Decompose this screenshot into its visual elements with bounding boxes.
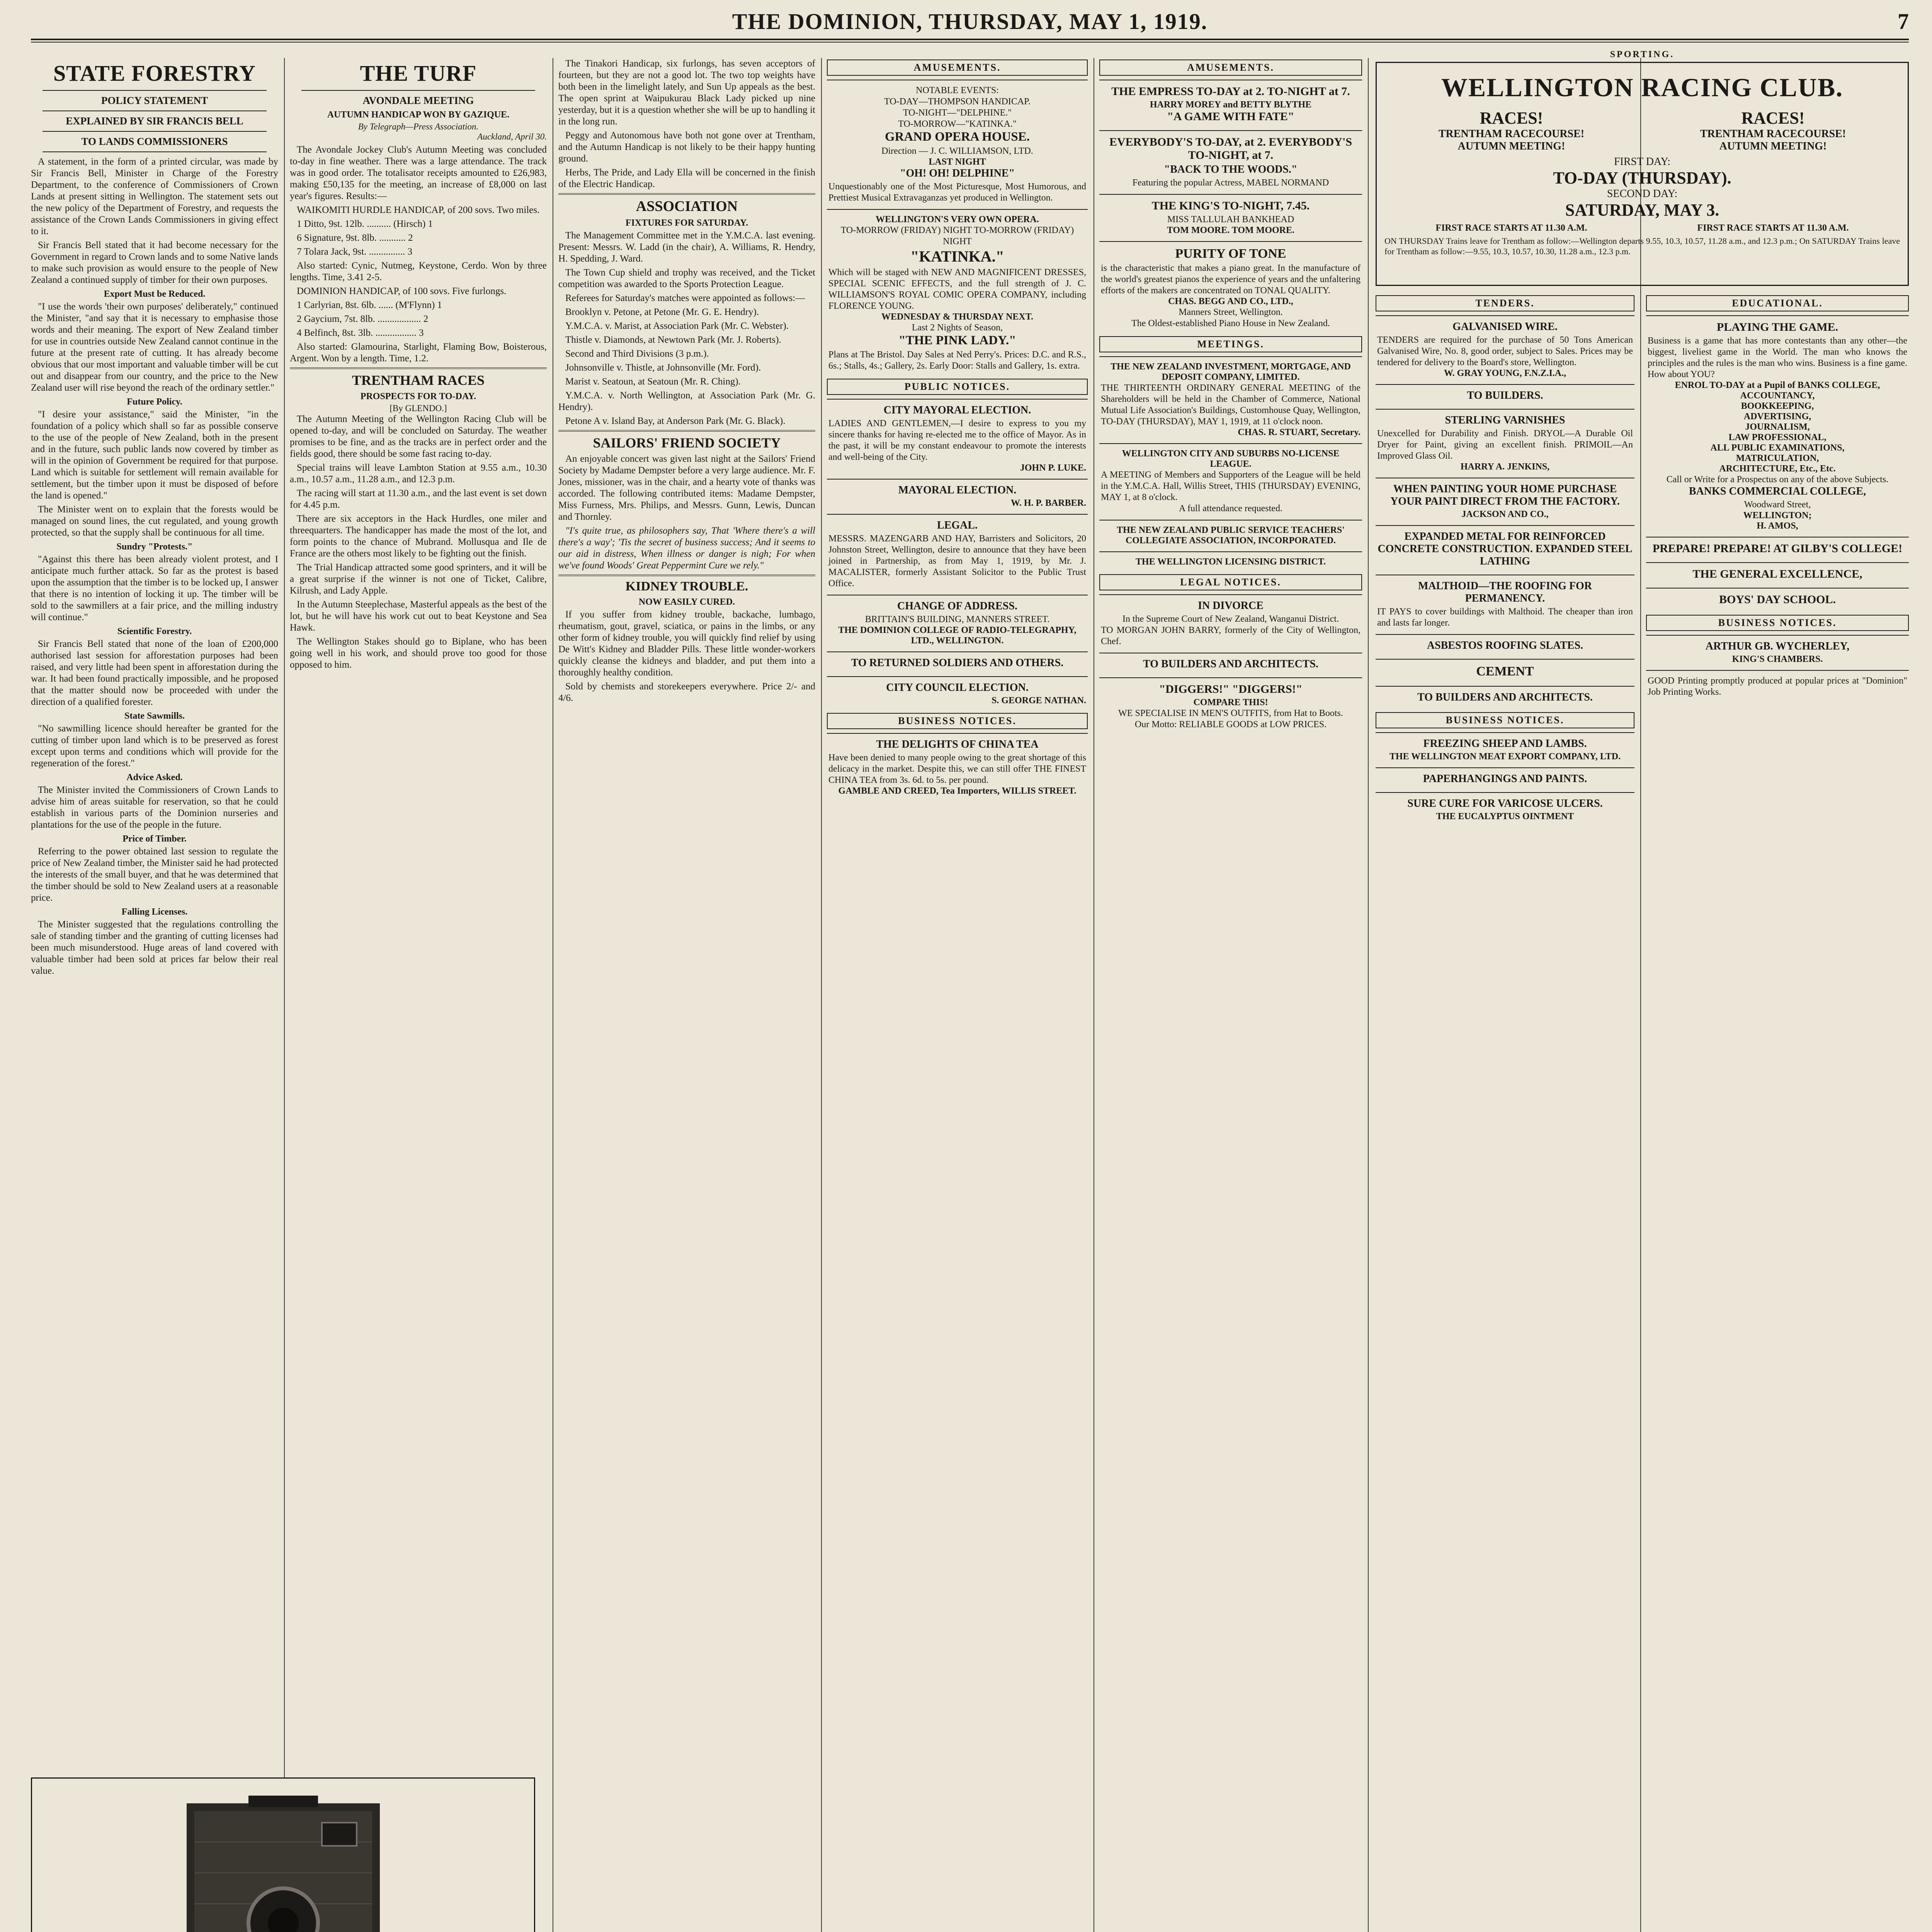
- autumn-right: AUTUMN MEETING!: [1719, 140, 1827, 152]
- ad-title: MALTHOID—THE ROOFING FOR PERMANENCY.: [1418, 580, 1592, 604]
- ad-sterling: [1376, 409, 1634, 478]
- ad-painting: [1376, 478, 1634, 525]
- byline-glendo: [By GLENDO.]: [389, 403, 447, 413]
- ad-signature: HARRY A. JENKINS,: [1460, 462, 1550, 472]
- ad-line: KING'S CHAMBERS.: [1732, 654, 1823, 664]
- column-state-forestry: [31, 58, 278, 1766]
- ad-line: The Oldest-established Piano House in New Zealand.: [1131, 318, 1330, 328]
- crosshead: Advice Asked.: [126, 772, 183, 782]
- ad-asbestos: [1376, 634, 1634, 659]
- ad-show: "KATINKA.": [910, 248, 1004, 265]
- headline-association: ASSOCIATION: [636, 198, 738, 214]
- ad-line: TO-MORROW—"KATINKA.": [898, 119, 1017, 129]
- ad-boys-day-school: [1646, 588, 1909, 613]
- kodak-advertisement: [31, 1777, 535, 1932]
- section-header-meetings: MEETINGS.: [1099, 336, 1362, 352]
- ad-banks-college: [1646, 315, 1909, 537]
- ad-title: MAYORAL ELECTION.: [898, 484, 1017, 496]
- column-educational: [1646, 294, 1909, 1932]
- ad-body: THE THIRTEENTH ORDINARY GENERAL MEETING of the Shareholders will be held in the Chamber of Commerce, National Mutual Life Association's Buildings, Customhouse Quay, Wellington, TO-DAY (THURSDAY), MAY 1, 1919, at 11 o'clock noon.: [1101, 383, 1361, 427]
- ad-title: WHEN PAINTING YOUR HOME PURCHASE YOUR PAINT DIRECT FROM THE FACTORY.: [1390, 483, 1620, 507]
- article-paragraph: The Wellington Stakes should go to Biplane, who has been going well in his work, and should prove too good for those opposed to him.: [290, 636, 547, 670]
- ad-title: EVERYBODY'S TO-DAY, at 2. EVERYBODY'S TO-NIGHT, at 7.: [1109, 136, 1352, 162]
- ad-divorce: [1099, 594, 1362, 653]
- ad-line: Last 2 Nights of Season,: [912, 323, 1003, 333]
- ad-line: Manners Street, Wellington.: [1179, 307, 1283, 317]
- fixture-heading: Second and Third Divisions (3 p.m.).: [565, 349, 709, 359]
- ad-diggers: [1099, 677, 1362, 736]
- racing-club-title: WELLINGTON RACING CLUB.: [1441, 73, 1844, 102]
- fixture-line: Johnsonville v. Thistle, at Johnsonville (Mr. Ford).: [565, 362, 761, 373]
- ad-show: "OH! OH! DELPHINE": [900, 167, 1015, 179]
- ad-body: Unexcelled for Durability and Finish. DRYOL—A Durable Oil Dryer for Paint, giving an excellent finish. PRIMOIL—An Improved Glass Oil.: [1377, 429, 1633, 461]
- subject-item: BOOKKEEPING,: [1741, 401, 1814, 411]
- ad-line: THE EUCALYPTUS OINTMENT: [1436, 811, 1574, 821]
- ad-line: BANKS COMMERCIAL COLLEGE,: [1689, 485, 1866, 497]
- first-day-date: TO-DAY (THURSDAY).: [1553, 168, 1731, 187]
- fixture-line: Marist v. Seatoun, at Seatoun (Mr. R. Ching).: [565, 376, 741, 387]
- ad-mayoral: [827, 399, 1088, 479]
- ad-title: CITY COUNCIL ELECTION.: [886, 682, 1029, 694]
- ad-title: TO BUILDERS AND ARCHITECTS.: [1417, 691, 1593, 703]
- ad-line: Woodward Street,: [1744, 500, 1811, 510]
- section-header-business: BUSINESS NOTICES.: [1646, 615, 1909, 631]
- ad-title: BOYS' DAY SCHOOL.: [1719, 593, 1836, 606]
- subject-item: ADVERTISING,: [1743, 412, 1811, 422]
- ad-title: THE WELLINGTON LICENSING DISTRICT.: [1135, 557, 1326, 567]
- page-number: 7: [1898, 9, 1909, 34]
- masthead-rule-thin: [31, 42, 1909, 43]
- crosshead: Export Must be Reduced.: [104, 289, 206, 299]
- ad-freezing: [1376, 732, 1634, 767]
- subhead-policy: POLICY STATEMENT: [101, 95, 208, 106]
- column-separator: [1640, 58, 1641, 1932]
- headline-turf: THE TURF: [360, 61, 477, 86]
- article-paragraph: The Avondale Jockey Club's Autumn Meeting was concluded to-day in fine weather. There was a large attendance. The track was in good order. The totalisator receipts amounted to £26,983, making £50,135 for the meeting, an increase of £8,000 on last year's figures. Results:—: [290, 145, 547, 201]
- fixture-line: Brooklyn v. Petone, at Petone (Mr. G. E. Hendry).: [565, 307, 759, 317]
- article-paragraph: "I desire your assistance," said the Minister, "in the foundation of a policy which shall so far as possible conserve to the use of the people of New Zealand, both in the present and in the future, such public lands now covered by timber as will in the opinion of Government be required for that purpose. Land which is suitable for settlement will remain available for settlement, but the timber upon it must be disposed of before the land is opened.": [31, 409, 278, 501]
- article-paragraph: The Trial Handicap attracted some good sprinters, and it will be a great surprise if the winner is not one of Ticket, Calibre, Kilrush, and Lady Apple.: [290, 562, 547, 596]
- ad-gilbys: [1646, 537, 1909, 562]
- ad-printing: [1646, 670, 1909, 703]
- ad-opera: [827, 80, 1088, 209]
- ad-line: COMPARE THIS!: [1193, 697, 1268, 707]
- ad-empress: [1099, 80, 1362, 130]
- article-paragraph: Sold by chemists and storekeepers everywhere. Price 2/- and 4/6.: [558, 681, 815, 703]
- ad-line: Direction — J. C. WILLIAMSON, LTD.: [881, 146, 1033, 156]
- race-result: 2 Gaycium, 7st. 8lb. .................. 2: [297, 314, 429, 324]
- column-separator: [284, 58, 285, 1932]
- subject-item: ALL PUBLIC EXAMINATIONS,: [1710, 443, 1845, 453]
- ad-signature: JOHN P. LUKE.: [1020, 463, 1086, 473]
- ad-title: ASBESTOS ROOFING SLATES.: [1427, 639, 1583, 651]
- ad-body: is the characteristic that makes a piano great. In the manufacture of the world's greatest pianos the experience of years and the unfaltering efforts of the makers are concentrated on TONAL QUALITY.: [1101, 263, 1361, 296]
- ad-licensing: [1099, 551, 1362, 573]
- column-amusements-2: [1099, 58, 1362, 1932]
- poem: "I's quite true, as philosophers say, That 'Where there's a will there's a way'; 'Tis the secret of business success; And it seems to our aid in distress, When illness or danger is nigh; For when we've found Woods' Great Peppermint Cure we rely.": [558, 526, 815, 571]
- races-left: RACES!: [1480, 109, 1543, 128]
- ad-body: A MEETING of Members and Supporters of the League will be held in the Y.M.C.A. Hall, Willis Street, THIS (THURSDAY) EVENING, MAY 1, at 8 o'clock.: [1101, 470, 1361, 502]
- ad-body: Unquestionably one of the Most Picturesque, Most Humorous, and Prettiest Musical Extravaganzas yet produced in Wellington.: [828, 182, 1086, 203]
- ad-title: STERLING VARNISHES: [1445, 414, 1565, 426]
- article-paragraph: A statement, in the form of a printed circular, was made by Sir Francis Bell, Minister in Charge of the Forestry Department, to the conference of Commissioners of Crown Lands at present sitting in Wellington. The statement sets out the new policy of the Department of Forestry, and requests the assistance of the Crown Lands Commissioners in giving effect to it.: [31, 156, 278, 236]
- article-paragraph: "I use the words 'their own purposes' deliberately," continued the Minister, "and say that it is necessary to emphasise those words and their meaning. The export of New Zealand timber for use in countries outside New Zealand cannot continue in the future at the present rate of cutting. It has already become obvious that our most important and valuable timber will be cut out and disappear from our country, and the price to the New Zealand user will rise beyond the reach of the ordinary settler.": [31, 301, 278, 393]
- ad-change-address: [827, 595, 1088, 651]
- ad-title: WELLINGTON'S VERY OWN OPERA.: [876, 214, 1039, 224]
- article-paragraph: Sir Francis Bell stated that none of the loan of £200,000 authorised last session for afforestation purposes had been raised, and very little had been spent in afforestation during the war. It had been found practically impossible, and he proposed that the matter should now be proceeded with under the direction of a qualified forester.: [31, 639, 278, 707]
- article-paragraph: "No sawmilling licence should hereafter be granted for the cutting of timber upon land which is to be preserved as forest except upon terms and conditions which will provide for the regeneration of the forest.": [31, 723, 278, 769]
- ad-excellence: [1646, 562, 1909, 588]
- ad-no-license: [1099, 443, 1362, 520]
- ad-investment: [1099, 356, 1362, 443]
- crosshead: Sundry "Protests.": [116, 542, 193, 552]
- crosshead: Price of Timber.: [122, 834, 187, 844]
- ad-line: Our Motto: RELIABLE GOODS at LOW PRICES.: [1134, 719, 1327, 730]
- ad-line: WE SPECIALISE IN MEN'S OUTFITS, from Hat to Boots.: [1118, 708, 1343, 718]
- ad-title: THE NEW ZEALAND PUBLIC SERVICE TEACHERS' COLLEGIATE ASSOCIATION, INCORPORATED.: [1117, 525, 1345, 546]
- ad-body: LADIES AND GENTLEMEN,—I desire to express to you my sincere thanks for having re-elected me to the office of Mayor. As in the past, it will be my constant endeavour to promote the interests and well-being of the City.: [828, 418, 1086, 462]
- ad-signature: S. GEORGE NATHAN.: [992, 696, 1086, 706]
- ad-body: GOOD Printing promptly produced at popular prices at "Dominion" Job Printing Works.: [1648, 676, 1907, 697]
- article-paragraph: The Minister suggested that the regulations controlling the sale of standing timber and the granting of cutting licenses had been much misunderstood. Huge areas of land covered with valuable timber had been sold at prices far below their real value.: [31, 919, 278, 976]
- ad-body: IT PAYS to cover buildings with Malthoid. The cheaper than iron and lasts far longer.: [1377, 607, 1633, 628]
- subhead-prospects: PROSPECTS FOR TO-DAY.: [360, 391, 476, 401]
- ad-malthoid: [1376, 575, 1634, 634]
- race-result: 1 Ditto, 9st. 12lb. .......... (Hirsch) 1: [297, 219, 433, 229]
- article-paragraph: Peggy and Autonomous have both not gone over at Trentham, and the Autumn Handicap is not likely to be their happy hunting ground.: [558, 130, 815, 164]
- ad-katinka: [827, 209, 1088, 377]
- ad-builders-architects: [1376, 686, 1634, 711]
- race-result: 7 Tolara Jack, 9st. ............... 3: [297, 247, 413, 257]
- ad-signature: W. GRAY YOUNG, F.N.Z.I.A.,: [1444, 368, 1566, 378]
- ad-title: TO BUILDERS AND ARCHITECTS.: [1143, 658, 1318, 670]
- ad-body: Business is a game that has more contestants than any other—the biggest, liveliest game in the World. The man who knows the principles and the rules is the man who wins. Business is a fine game. How about YOU?: [1648, 336, 1907, 379]
- ad-title: SURE CURE FOR VARICOSE ULCERS.: [1407, 798, 1603, 810]
- ad-builders: [1099, 653, 1362, 677]
- article-paragraph: In the Autumn Steeplechase, Masterful appeals as the best of the lot, but he will have his work cut out to beat Keystone and Sea Hawk.: [290, 599, 547, 633]
- races-right: RACES!: [1741, 109, 1805, 128]
- ad-line: TO-DAY—THOMPSON HANDICAP.: [884, 97, 1031, 107]
- ad-title: IN DIVORCE: [1198, 600, 1264, 612]
- ad-line: THE WELLINGTON MEAT EXPORT COMPANY, LTD.: [1389, 752, 1621, 762]
- ad-signature: GAMBLE AND CREED, Tea Importers, WILLIS STREET.: [838, 786, 1077, 796]
- ad-cement: [1376, 659, 1634, 686]
- section-header-business: BUSINESS NOTICES.: [827, 713, 1088, 729]
- section-header-amusements: AMUSEMENTS.: [1099, 60, 1362, 76]
- ad-title: CITY MAYORAL ELECTION.: [883, 404, 1031, 416]
- race-result: 1 Carlyrian, 8st. 6lb. ...... (M'Flynn) 1: [297, 300, 442, 310]
- ad-galvanised-wire: [1376, 315, 1634, 384]
- column-separator: [821, 58, 822, 1932]
- masthead-title: THE DOMINION, THURSDAY, MAY 1, 1919.: [732, 9, 1208, 34]
- article-paragraph: The Minister went on to explain that the forests would be managed on sound lines, the cut regulated, and young growth protected, so that the supply shall be continuous for all time.: [31, 504, 278, 538]
- article-paragraph: Also started: Glamourina, Starlight, Flaming Bow, Boisterous, Argent. Won by a length. Time, 1.2.: [290, 342, 547, 364]
- ad-line: NOTABLE EVENTS:: [916, 85, 999, 95]
- race-result: 6 Signature, 9st. 8lb. ........... 2: [297, 233, 413, 243]
- ad-title: GRAND OPERA HOUSE.: [885, 130, 1030, 144]
- column-separator: [1368, 58, 1369, 1932]
- article-paragraph: Special trains will leave Lambton Station at 9.55 a.m., 10.30 a.m., 10.57 a.m., 11.28 a.m., and 12.3 p.m.: [290, 463, 547, 485]
- ad-title: EXPANDED METAL FOR REINFORCED CONCRETE CONSTRUCTION. EXPANDED STEEL LATHING: [1378, 531, 1633, 567]
- ad-signature: CHAS. R. STUART, Secretary.: [1238, 427, 1361, 437]
- subhead-explained: EXPLAINED BY SIR FRANCIS BELL: [66, 115, 243, 127]
- autumn-left: AUTUMN MEETING!: [1458, 140, 1565, 152]
- ad-teachers: [1099, 520, 1362, 551]
- ad-everybodys: [1099, 130, 1362, 194]
- ad-line: TO-NIGHT—"DELPHINE.": [903, 108, 1012, 118]
- ad-paperhangings: [1376, 767, 1634, 792]
- column-amusements-1: [827, 58, 1088, 1932]
- subject-item: ACCOUNTANCY,: [1740, 391, 1815, 401]
- article-paragraph: The Tinakori Handicap, six furlongs, has seven acceptors of fourteen, but they are not a good lot. The two top weights have both been in the limelight lately, and Sun Up appeals as the best. The open sprint at Waipukurau Black Lady picked up nine yesterday, but it is a question whether she will be up to handling it in the long run.: [558, 58, 815, 127]
- ad-title: THE NEW ZEALAND INVESTMENT, MORTGAGE, AND DEPOSIT COMPANY, LIMITED.: [1111, 362, 1351, 382]
- ad-title: TO RETURNED SOLDIERS AND OTHERS.: [851, 657, 1064, 669]
- camera-illustration: [183, 1796, 384, 1932]
- ad-line: TO-MORROW (FRIDAY) NIGHT TO-MORROW (FRIDAY) NIGHT: [840, 225, 1074, 247]
- ad-show: "THE PINK LADY.": [898, 333, 1016, 347]
- crosshead: Scientific Forestry.: [117, 626, 192, 636]
- ad-varicose: [1376, 792, 1634, 827]
- ad-line: WELLINGTON;: [1743, 510, 1812, 520]
- ad-signature: W. H. P. BARBER.: [1011, 498, 1086, 508]
- ad-china-tea: [827, 733, 1088, 802]
- ad-body: TENDERS are required for the purchase of 50 Tons American Galvanised Wire, No. 8, good order, subject to Sales. Prices may be tendered for delivery to the Board's store, Wellington.: [1377, 335, 1633, 367]
- dateline: Auckland, April 30.: [477, 132, 547, 141]
- ad-line: HARRY MOREY and BETTY BLYTHE: [1150, 100, 1312, 110]
- ad-title: CEMENT: [1476, 664, 1534, 679]
- ad-title: FREEZING SHEEP AND LAMBS.: [1423, 738, 1587, 750]
- first-race-start: FIRST RACE STARTS AT 11.30 A.M.: [1435, 223, 1587, 233]
- subhead-gazique: AUTUMN HANDICAP WON BY GAZIQUE.: [327, 110, 510, 120]
- ad-title: THE KING'S TO-NIGHT, 7.45.: [1151, 199, 1310, 212]
- race-result: 4 Belfinch, 8st. 3lb. ................. 3: [297, 328, 424, 338]
- headline-sailors: SAILORS' FRIEND SOCIETY: [593, 435, 781, 451]
- article-paragraph: Also started: Cynic, Nutmeg, Keystone, Cerdo. Won by three lengths. Time, 3.41 2-5.: [290, 260, 547, 282]
- section-header-amusements: AMUSEMENTS.: [827, 60, 1088, 76]
- article-paragraph: "Against this there has been already violent protest, and I anticipate much further attack. So far as the protest is based upon the assumption that the timber is to be locked up, I answer that there is no intention of locking it up. The timber will be sold to the sawmillers at a fair price, and the milling industry will continue.": [31, 554, 278, 622]
- ad-line: LAST NIGHT: [929, 157, 986, 167]
- crosshead: State Sawmills.: [124, 711, 185, 721]
- ad-line: THE DOMINION COLLEGE OF RADIO-TELEGRAPHY, LTD., WELLINGTON.: [838, 625, 1077, 646]
- ad-signature: JACKSON AND CO.,: [1461, 509, 1549, 519]
- article-paragraph: The Town Cup shield and trophy was received, and the Ticket competition was awarded to the Sports Protection League.: [558, 267, 815, 289]
- ad-line: Featuring the popular Actress, MABEL NORMAND: [1132, 178, 1329, 188]
- ad-title: TO BUILDERS.: [1467, 389, 1543, 401]
- ad-line: In the Supreme Court of New Zealand, Wanganui District.: [1122, 614, 1339, 624]
- ad-line: BRITTAIN'S BUILDING, MANNERS STREET.: [865, 614, 1050, 624]
- ad-to-builders: [1376, 384, 1634, 409]
- first-race-start-2: FIRST RACE STARTS AT 11.30 A.M.: [1697, 223, 1849, 233]
- fixture-line: Petone A v. Island Bay, at Anderson Park (Mr. G. Black).: [565, 416, 786, 426]
- section-header-public-notices: PUBLIC NOTICES.: [827, 379, 1088, 395]
- subhead-kidney: NOW EASILY CURED.: [638, 597, 735, 607]
- fixture-line: Thistle v. Diamonds, at Newtown Park (Mr. J. Roberts).: [565, 335, 781, 345]
- headline-state-forestry: STATE FORESTRY: [53, 61, 256, 86]
- ad-council: [827, 676, 1088, 711]
- article-paragraph: The Autumn Meeting of the Wellington Racing Club will be opened to-day, and will be concluded on Saturday. The weather promises to be fine, and as the tracks are in perfect order and the fields good, there should be some fast racing to-day.: [290, 414, 547, 459]
- ad-line: WEDNESDAY & THURSDAY NEXT.: [881, 312, 1033, 322]
- ad-wycherley: [1646, 635, 1909, 670]
- ad-title: PURITY OF TONE: [1175, 247, 1286, 261]
- ad-body: Which will be staged with NEW AND MAGNIFICENT DRESSES, SPECIAL SCENIC EFFECTS, and the full strength of J. C. WILLIAMSON'S ROYAL COMIC OPERA COMPANY, including FLORENCE YOUNG.: [828, 267, 1086, 311]
- ad-title: THE DELIGHTS OF CHINA TEA: [876, 738, 1039, 750]
- ad-line: ENROL TO-DAY at a Pupil of BANKS COLLEGE,: [1675, 380, 1880, 390]
- ad-racing-club: [1376, 62, 1909, 286]
- ad-show: "BACK TO THE WOODS.": [1164, 163, 1298, 175]
- subject-item: ARCHITECTURE, Etc., Etc.: [1719, 464, 1836, 474]
- ad-begg: [1099, 241, 1362, 335]
- byline: By Telegraph—Press Association.: [358, 122, 479, 131]
- masthead: [31, 9, 1909, 33]
- ad-title: GALVANISED WIRE.: [1452, 321, 1558, 333]
- headline-kidney: KIDNEY TROUBLE.: [625, 579, 748, 594]
- subhead-commissioners: TO LANDS COMMISSIONERS: [81, 136, 228, 147]
- masthead-rule: [31, 39, 1909, 40]
- ad-title: "DIGGERS!" "DIGGERS!": [1159, 683, 1303, 696]
- article-paragraph: Herbs, The Pride, and Lady Ella will be concerned in the finish of the Electric Handicap.: [558, 167, 815, 189]
- ad-body: TO MORGAN JOHN BARRY, formerly of the City of Wellington, Chef.: [1101, 625, 1361, 646]
- first-day-label: FIRST DAY:: [1614, 156, 1671, 168]
- crosshead: Falling Licenses.: [121, 907, 188, 917]
- section-header-tenders: TENDERS.: [1376, 295, 1634, 311]
- crosshead: Future Policy.: [127, 397, 182, 407]
- ad-body: MESSRS. MAZENGARB AND HAY, Barristers and Solicitors, 20 Johnston Street, Wellington, desire to announce that they have been joined in Partnership, as from May 1, 1919, by Mr. J. MACALISTER, formerly Assistant Solicitor to the Public Trust Office.: [828, 534, 1086, 588]
- article-paragraph: The Management Committee met in the Y.M.C.A. last evening. Present: Messrs. W. Ladd (in the chair), A. Williams, R. Hendry, H. Spedding, J. Ward.: [558, 230, 815, 264]
- ad-line: TOM MOORE. TOM MOORE.: [1167, 225, 1294, 235]
- ad-title: LEGAL.: [937, 519, 978, 531]
- train-times: ON THURSDAY Trains leave for Trentham as follow:—Wellington departs 9.55, 10.3, 10.57, 11.28 a.m., and 12.3 p.m.; On SATURDAY Trains leave for Trentham as follow:—9.55, 10.3, 10.57, 10.30, 11.28 a.m., 12.3 p.m.: [1384, 236, 1900, 256]
- article-paragraph: Referees for Saturday's matches were appointed as follows:—: [565, 293, 805, 303]
- second-day-label: SECOND DAY:: [1607, 188, 1678, 200]
- section-header-business: BUSINESS NOTICES.: [1376, 712, 1634, 728]
- ad-line: Call or Write for a Prospectus on any of the above Subjects.: [1666, 474, 1889, 485]
- subject-item: MATRICULATION,: [1736, 453, 1819, 463]
- ad-expanded-metal: [1376, 525, 1634, 575]
- ad-kings: [1099, 194, 1362, 241]
- subject-item: LAW PROFESSIONAL,: [1728, 432, 1827, 442]
- column-tenders: [1376, 294, 1634, 1932]
- ad-signature: CHAS. BEGG AND CO., LTD.,: [1168, 296, 1293, 306]
- ad-body: Have been denied to many people owing to the great shortage of this delicacy in the market. Despite this, we can still offer THE FINEST CHINA TEA from 3s. 6d. to 5s. per pound.: [828, 753, 1086, 785]
- ad-title: PREPARE! PREPARE! AT GILBY'S COLLEGE!: [1652, 542, 1903, 555]
- column-turf: [290, 58, 547, 1766]
- fixture-line: Y.M.C.A. v. Marist, at Association Park (Mr. C. Webster).: [565, 321, 789, 331]
- ad-title: PAPERHANGINGS AND PAINTS.: [1423, 773, 1587, 785]
- article-paragraph: If you suffer from kidney trouble, backache, lumbago, rheumatism, gout, gravel, sciatica, or pains in the limbs, or any other form of kidney trouble, you will quickly find relief by using De Witt's Kidney and Bladder Pills. These little wonder-workers quickly cleanse the kidneys and bladder, and put them into a thoroughly healthy condition.: [558, 609, 815, 678]
- section-header-legal: LEGAL NOTICES.: [1099, 574, 1362, 590]
- ad-line: A full attendance requested.: [1179, 503, 1282, 514]
- article-paragraph: Sir Francis Bell stated that it had become necessary for the Government in regard to Crown lands and to some Native lands to make such provision as would ensure to the people of New Zealand a continued supply of timber for their own purposes.: [31, 240, 278, 285]
- ad-title: CHANGE OF ADDRESS.: [897, 600, 1017, 612]
- subhead-fixtures: FIXTURES FOR SATURDAY.: [625, 218, 748, 228]
- trentham-right: TRENTHAM RACECOURSE!: [1700, 128, 1846, 140]
- fixture-line: Y.M.C.A. v. North Wellington, at Association Park (Mr. G. Hendry).: [558, 390, 815, 412]
- article-paragraph: There are six acceptors in the Hack Hurdles, one miler and threequarters. The handicapper has made the most of the lot, and form points to the chance of Mubrand. Mollusqua and Ile de France are the others most likely to be fighting out the finish.: [290, 514, 547, 559]
- subhead-avondale: AVONDALE MEETING: [362, 95, 474, 106]
- ad-returned: [827, 651, 1088, 676]
- ad-body: Plans at The Bristol. Day Sales at Ned Perry's. Prices: D.C. and R.S., 6s.; Stalls, 4s.; Gallery, 2s. Early Door: Stalls and Gallery, 1s. extra.: [828, 350, 1086, 371]
- ad-title: THE EMPRESS TO-DAY at 2. TO-NIGHT at 7.: [1111, 85, 1350, 98]
- subject-item: JOURNALISM,: [1745, 422, 1810, 432]
- section-header-sporting: SPORTING.: [1610, 49, 1675, 60]
- race-heading: DOMINION HANDICAP, of 100 sovs. Five furlongs.: [297, 286, 507, 296]
- ad-title: THE GENERAL EXCELLENCE,: [1692, 568, 1862, 580]
- ad-title: PLAYING THE GAME.: [1716, 321, 1838, 333]
- ad-mayoral-2: [827, 479, 1088, 514]
- ad-signature: H. AMOS,: [1757, 521, 1798, 531]
- article-paragraph: Referring to the power obtained last session to regulate the price of New Zealand timber, the Minister said he had protected the interests of the small buyer, and that he was determined that the timber should be sold to New Zealand users at a reasonable price.: [31, 846, 278, 903]
- ad-title: WELLINGTON CITY AND SUBURBS NO-LICENSE LEAGUE.: [1122, 449, 1340, 469]
- second-day-date: SATURDAY, MAY 3.: [1565, 201, 1719, 219]
- trentham-left: TRENTHAM RACECOURSE!: [1438, 128, 1585, 140]
- article-paragraph: The racing will start at 11.30 a.m., and the last event is set down for 4.45 p.m.: [290, 488, 547, 510]
- section-header-educational: EDUCATIONAL.: [1646, 295, 1909, 311]
- ad-line: MISS TALLULAH BANKHEAD: [1167, 214, 1294, 224]
- ad-legal: [827, 514, 1088, 595]
- ad-title: ARTHUR GB. WYCHERLEY,: [1705, 640, 1850, 652]
- article-paragraph: The Minister invited the Commissioners of Crown Lands to advise him of areas suitable for reservation, so that he could establish in various parts of the Dominion nurseries and plantations for the use of the people in the future.: [31, 785, 278, 830]
- ad-show: "A GAME WITH FATE": [1167, 110, 1294, 123]
- column-turf-continued: [558, 58, 815, 1932]
- headline-trentham: TRENTHAM RACES: [352, 372, 485, 388]
- race-heading: WAIKOMITI HURDLE HANDICAP, of 200 sovs. Two miles.: [297, 205, 540, 215]
- article-paragraph: An enjoyable concert was given last night at the Sailors' Friend Society by Madame Dempster before a very large audience. Mr. F. Jones, missioner, was in the chair, and a hearty vote of thanks was accorded. The following contributed items: Madame Dempster, Miss Furness, Mrs. Philips, and Messrs. Gunn, Lewis, Duncan and Thornley.: [558, 454, 815, 522]
